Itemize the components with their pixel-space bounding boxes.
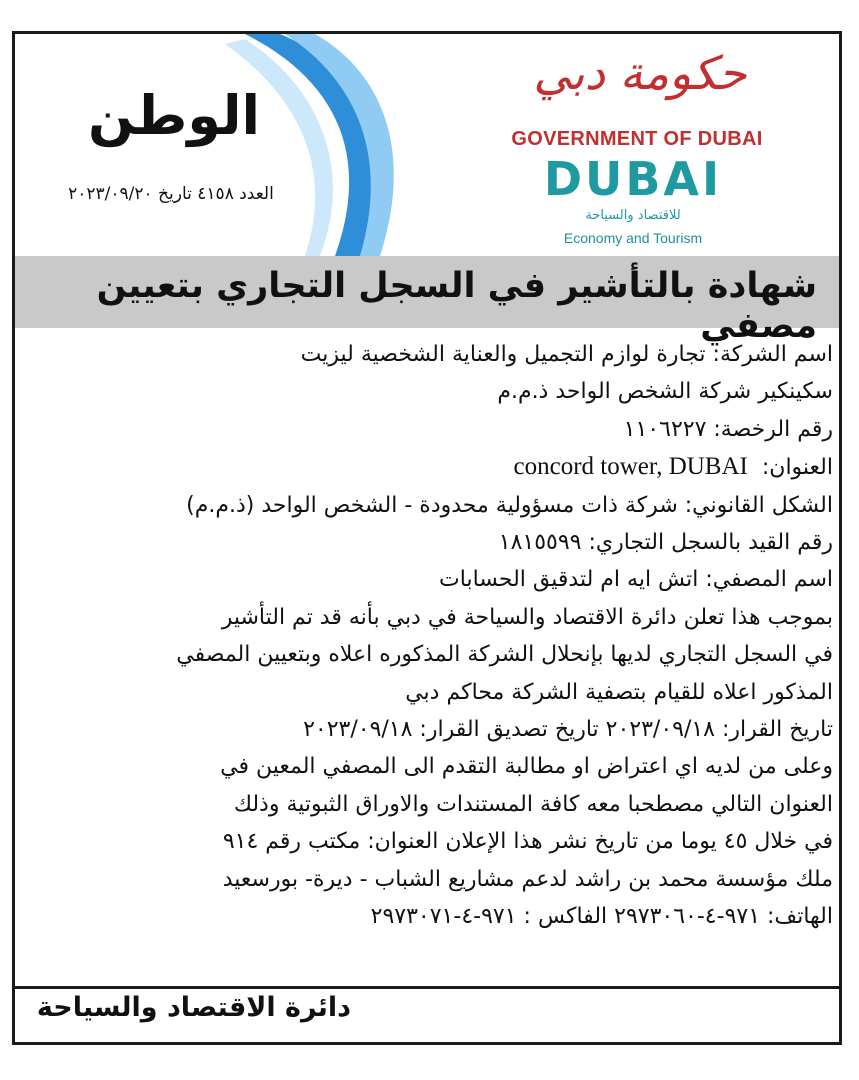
address-value: concord tower, DUBAI [513,453,748,481]
announcement-line: في السجل التجاري لديها بإنحلال الشركة المذكوره اعلاه وبتعيين المصفي [176,642,833,668]
department-arabic: للاقتصاد والسياحة [585,208,681,223]
objection-line: العنوان التالي مصطحبا معه كافة المستندات والاوراق الثبوتية وذلك [233,791,833,817]
decision-dates-line: تاريخ القرار: ٢٠٢٣/٠٩/١٨ تاريخ تصديق القرار: ٢٠٢٣/٠٩/١٨ [303,717,833,743]
title-bar [15,256,839,346]
issue-line: العدد ٤١٥٨ تاريخ ٢٠٢٣/٠٩/٢٠ [68,184,274,204]
department-english: Economy and Tourism [563,230,703,246]
wave-logo-icon [185,34,425,256]
registration-number-line: رقم القيد بالسجل التجاري: ١٨١٥٥٩٩ [498,530,833,556]
footer-department: دائرة الاقتصاد والسياحة [36,992,351,1023]
liquidator-address-line: ملك مؤسسة محمد بن راشد لدعم مشاريع الشباب - ديرة- بورسعيد [222,866,833,892]
address-label: العنوان: [761,455,833,481]
notice-title: شهادة بالتأشير في السجل التجاري بتعيين مصفي [96,266,817,346]
announcement-line: بموجب هذا تعلن دائرة الاقتصاد والسياحة في دبي بأنه قد تم التأشير [221,604,833,630]
footer-divider [15,986,839,989]
company-name-line: اسم الشركة: تجارة لوازم التجميل والعناية الشخصية ليزيت [300,342,833,367]
notice-body [21,336,833,936]
announcement-line: المذكور اعلاه للقيام بتصفية الشركة محاكم دبي [405,679,833,705]
liquidator-name-line: اسم المصفي: اتش ايه ام لتدقيق الحسابات [439,567,833,593]
objection-line: وعلى من لديه اي اعتراض او مطالبة التقدم الى المصفي المعين في [220,754,833,780]
address-line [21,448,833,486]
notice-header [15,34,839,256]
contact-line: الهاتف: ٩٧١-٤-٢٩٧٣٠٦٠ الفاكس : ٩٧١-٤-٢٩٧٣٠٧١ [370,904,833,930]
government-arabic-logo: حكومة دبي [533,46,747,100]
government-english-logo: GOVERNMENT OF DUBAI [511,128,763,150]
objection-line: في خلال ٤٥ يوما من تاريخ نشر هذا الإعلان العنوان: مكتب رقم ٩١٤ [222,829,833,855]
company-name-line-2: سكينكير شركة الشخص الواحد ذ.م.م [497,379,833,405]
legal-form-line: الشكل القانوني: شركة ذات مسؤولية محدودة - الشخص الواحد (ذ.م.م) [186,492,833,518]
dubai-logo: DUBAI [543,152,723,206]
license-number-line: رقم الرخصة: ١١٠٦٢٢٧ [623,416,833,442]
notice-frame [12,31,842,1045]
newspaper-name: الوطن [87,84,261,147]
